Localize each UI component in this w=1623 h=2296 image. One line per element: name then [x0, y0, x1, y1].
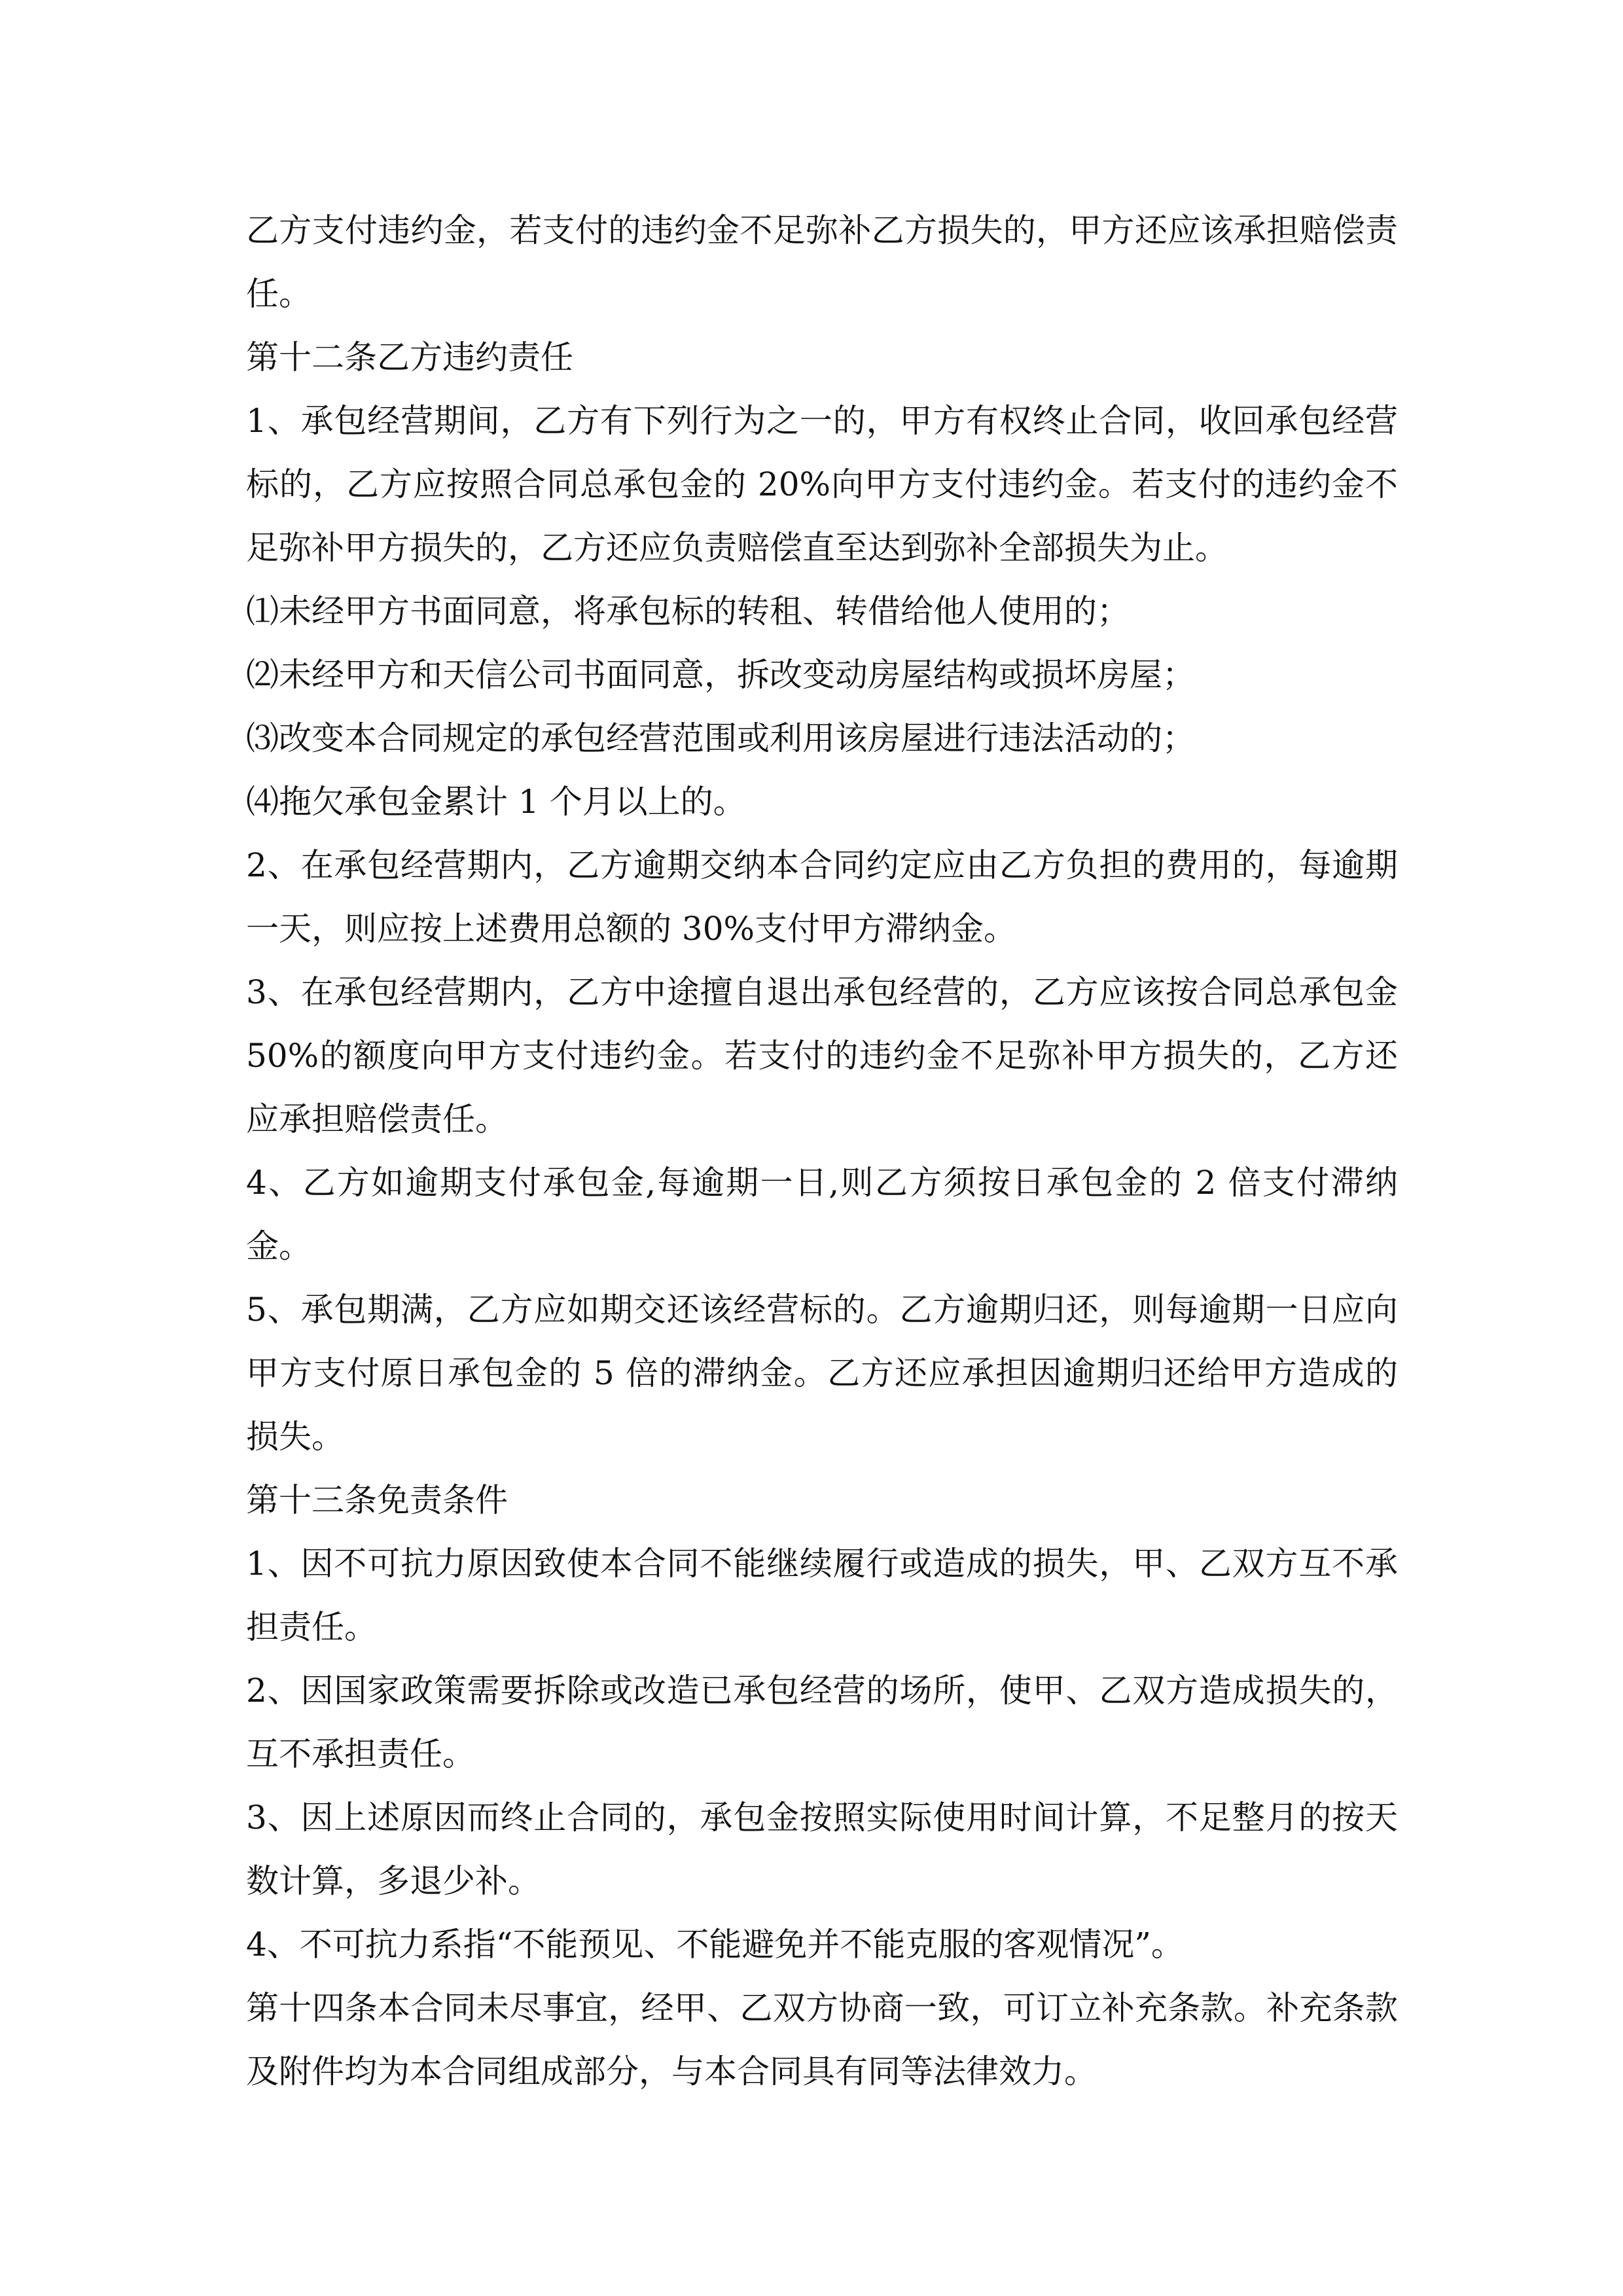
article-12-item-4: ⑷拖欠承包金累计 1 个月以上的。	[246, 783, 746, 821]
article-12-clause-1: 1、承包经营期间，乙方有下列行为之一的，甲方有权终止合同，收回承包经营标的，乙方应按照合同总承包金的 20%向甲方支付违约金。若支付的违约金不足弥补甲方损失的，乙方还应负责赔偿直至达到弥补全部损失为止。	[246, 402, 1398, 567]
document-body	[246, 199, 1398, 2104]
article-13-heading: 第十三条免责条件	[246, 1481, 508, 1519]
article-12-clause-4: 4、乙方如逾期支付承包金,每逾期一日,则乙方须按日承包金的 2 倍支付滞纳金。	[246, 1164, 1398, 1265]
article-12-clause-5: 5、承包期满，乙方应如期交还该经营标的。乙方逾期归还，则每逾期一日应向甲方支付原日承包金的 5 倍的滞纳金。乙方还应承担因逾期归还给甲方造成的损失。	[246, 1291, 1398, 1456]
article-12-item-3: ⑶改变本合同规定的承包经营范围或利用该房屋进行违法活动的；	[246, 719, 1195, 757]
article-14-text: 第十四条本合同未尽事宜，经甲、乙双方协商一致，可订立补充条款。补充条款及附件均为本合同组成部分，与本合同具有同等法律效力。	[246, 1989, 1398, 2090]
article-12-item-2: ⑵未经甲方和天信公司书面同意，拆改变动房屋结构或损坏房屋；	[246, 656, 1195, 694]
article-12-item-1: ⑴未经甲方书面同意，将承包标的转租、转借给他人使用的；	[246, 592, 1130, 630]
article-12-clause-2: 2、在承包经营期内，乙方逾期交纳本合同约定应由乙方负担的费用的，每逾期一天，则应按上述费用总额的 30%支付甲方滞纳金。	[246, 846, 1398, 948]
article-12-heading: 第十二条乙方违约责任	[246, 338, 573, 376]
article-13-clause-4: 4、不可抗力系指“不能预见、不能避免并不能克服的客观情况”。	[246, 1926, 1184, 1964]
article-13-clause-3: 3、因上述原因而终止合同的，承包金按照实际使用时间计算，不足整月的按天数计算，多退少补。	[246, 1799, 1398, 1900]
paragraph-continuation: 乙方支付违约金，若支付的违约金不足弥补乙方损失的，甲方还应该承担赔偿责任。	[246, 211, 1398, 313]
article-12-clause-3: 3、在承包经营期内，乙方中途擅自退出承包经营的，乙方应该按合同总承包金 50%的额度向甲方支付违约金。若支付的违约金不足弥补甲方损失的，乙方还应承担赔偿责任。	[246, 973, 1398, 1138]
article-13-clause-2: 2、因国家政策需要拆除或改造已承包经营的场所，使甲、乙双方造成损失的，互不承担责任。	[246, 1672, 1398, 1773]
article-13-clause-1: 1、因不可抗力原因致使本合同不能继续履行或造成的损失，甲、乙双方互不承担责任。	[246, 1545, 1398, 1646]
